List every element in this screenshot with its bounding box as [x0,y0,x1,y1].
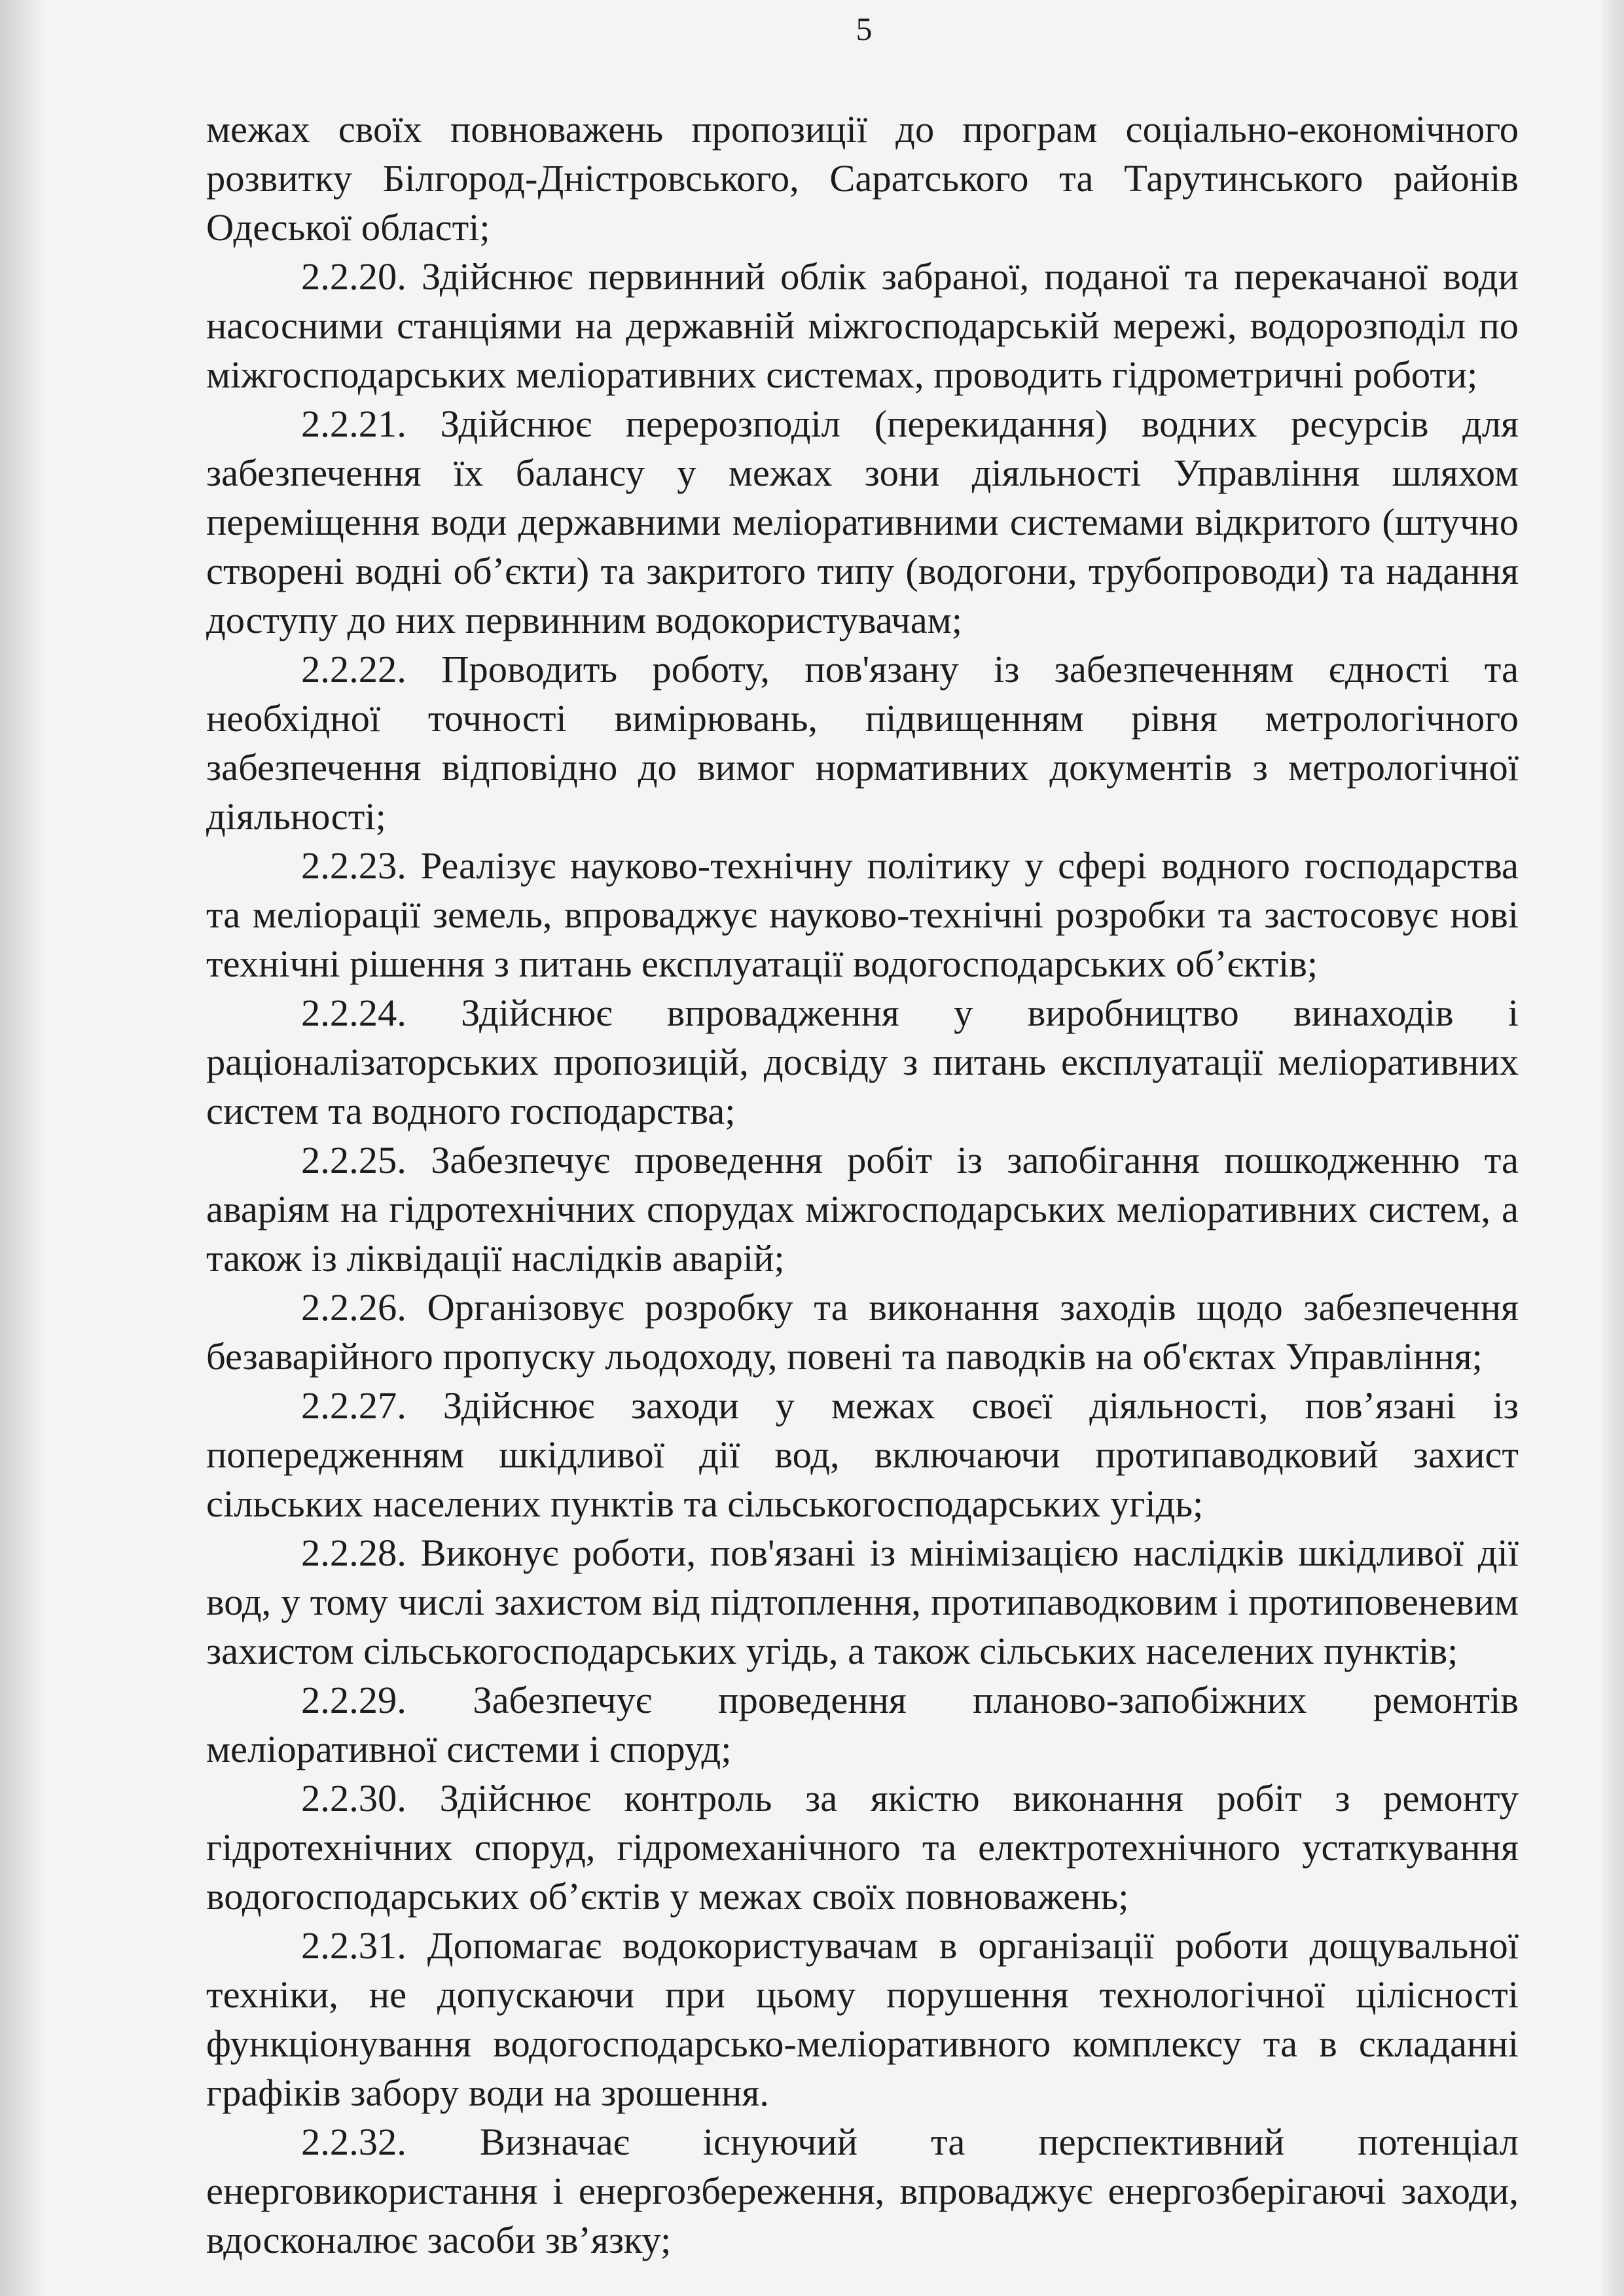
paragraph-2-2-21: 2.2.21. Здійснює перерозподіл (перекидання) водних ресурсів для забезпечення їх балансу у межах зони діяльності Управління шляхом переміщення води державними меліоративними системами відкритого (штучно створені водні об’єкти) та закритого типу (водогони, трубопроводи) та надання доступу до них первинним водокористувачам; [206,403,1519,641]
paragraph-2-2-30: 2.2.30. Здійснює контроль за якістю виконання робіт з ремонту гідротехнічних споруд, гідромеханічного та електротехнічного устаткування водогосподарських об’єктів у межах своїх повноважень; [206,1777,1519,1918]
paragraph-2-2-29: 2.2.29. Забезпечує проведення планово-запобіжних ремонтів меліоративної системи і споруд; [206,1679,1519,1770]
scan-shadow-left [0,0,46,2296]
paragraph-continuation: межах своїх повноважень пропозиції до програм соціально-економічного розвитку Білгород-Дністровського, Саратського та Тарутинського районів Одеської області; [206,108,1519,249]
document-body [206,105,1519,2265]
paragraph-2-2-27: 2.2.27. Здійснює заходи у межах своєї діяльності, пов’язані із попередженням шкідливої дії вод, включаючи протипаводковий захист сільських населених пунктів та сільськогосподарських угідь; [206,1384,1519,1525]
paragraph-2-2-31: 2.2.31. Допомагає водокористувачам в організації роботи дощувальної техніки, не допускаючи при цьому порушення технологічної цілісності функціонування водогосподарсько-меліоративного комплексу та в складанні графіків забору води на зрошення. [206,1924,1519,2114]
paragraph-2-2-20: 2.2.20. Здійснює первинний облік забраної, поданої та перекачаної води насосними станціями на державній міжгосподарській мережі, водорозподіл по міжгосподарських меліоративних системах, проводить гідрометричні роботи; [206,255,1519,396]
paragraph-2-2-23: 2.2.23. Реалізує науково-технічну політику у сфері водного господарства та меліорації земель, впроваджує науково-технічні розробки та застосовує нові технічні рішення з питань експлуатації водогосподарських об’єктів; [206,844,1519,985]
paragraph-2-2-24: 2.2.24. Здійснює впровадження у виробництво винаходів і раціоналізаторських пропозицій, досвіду з питань експлуатації меліоративних систем та водного господарства; [206,992,1519,1132]
paragraph-2-2-28: 2.2.28. Виконує роботи, пов'язані із мінімізацією наслідків шкідливої дії вод, у тому числі захистом від підтоплення, протипаводковим і протиповеневим захистом сільськогосподарських угідь, а також сільських населених пунктів; [206,1532,1519,1672]
paragraph-2-2-32: 2.2.32. Визначає існуючий та перспективний потенціал енерговикористання і енергозбереження, впроваджує енергозберігаючі заходи, вдосконалює засоби зв’язку; [206,2121,1519,2261]
paragraph-2-2-22: 2.2.22. Проводить роботу, пов'язану із забезпеченням єдності та необхідної точності вимірювань, підвищенням рівня метрологічного забезпечення відповідно до вимог нормативних документів з метрологічної діяльності; [206,648,1519,838]
page-number: 5 [856,10,873,47]
paragraph-2-2-26: 2.2.26. Організовує розробку та виконання заходів щодо забезпечення безаварійного пропуску льодоходу, повені та паводків на об'єктах Управління; [206,1286,1519,1378]
scan-shadow-right [1602,0,1624,2296]
paragraph-2-2-25: 2.2.25. Забезпечує проведення робіт із запобігання пошкодженню та аваріям на гідротехнічних спорудах міжгосподарських меліоративних систем, а також із ліквідації наслідків аварій; [206,1139,1519,1280]
